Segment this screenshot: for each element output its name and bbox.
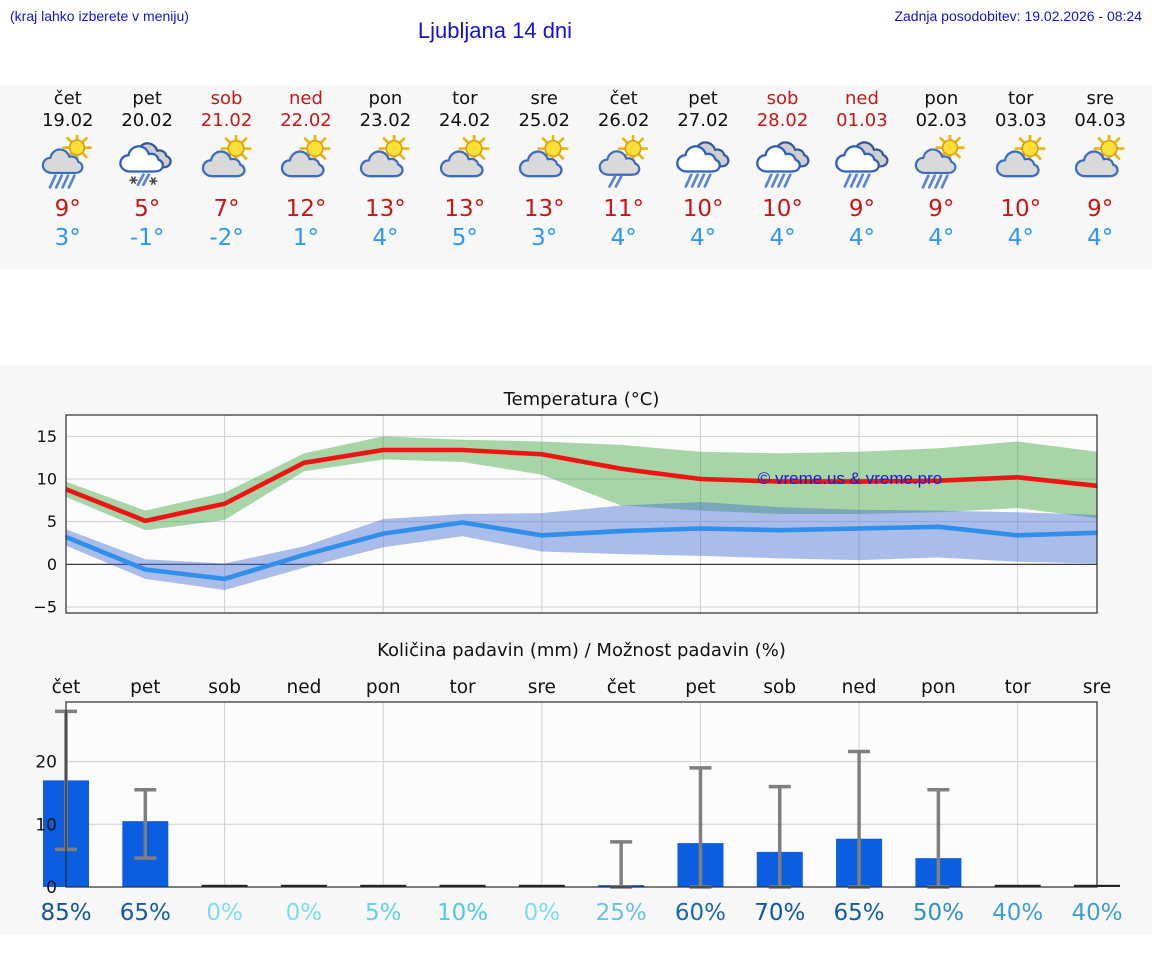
day-tmax: 9° [1087,196,1114,222]
day-name: sre [1086,88,1114,109]
day-tmax: 10° [762,196,803,222]
day-date: 01.03 [836,110,888,131]
precip-day-label: pet [130,677,161,698]
day-date: 20.02 [121,110,173,131]
day-column[interactable] [266,88,345,253]
day-date: 02.03 [915,110,968,131]
precip-day-label: pon [365,677,401,698]
day-icon-cell [107,132,186,194]
day-tmin: 4° [769,225,796,251]
day-icon-cell [743,132,822,194]
day-tmax: 7° [213,196,240,222]
weather-icon-partly [198,135,256,191]
day-tmax: 9° [54,196,81,222]
day-tmin: 4° [610,225,637,251]
precip-probability-label: 0% [206,900,243,926]
precip-ytick-label: 20 [35,752,57,773]
day-icon-cell [822,132,901,194]
temp-ytick-label: −5 [33,597,57,617]
day-date: 26.02 [597,110,650,131]
precip-day-label: čet [606,677,636,698]
day-tmin: -2° [209,225,244,251]
precip-probability-label: 70% [754,900,806,926]
day-tmax: 13° [365,196,406,222]
day-icon-cell [425,132,504,194]
precip-probability-label: 50% [912,900,964,926]
temperature-chart-title: Temperatura (°C) [503,389,660,410]
day-tmin: 3° [54,225,81,251]
day-column[interactable] [187,88,266,253]
day-name: ned [844,88,879,109]
day-icon-cell [346,132,425,194]
day-date: 23.02 [359,110,412,131]
day-column[interactable] [584,88,663,253]
temp-ytick-label: 10 [36,469,57,489]
day-tmin: 4° [848,225,875,251]
day-date: 22.02 [280,110,332,131]
precip-day-label: ned [286,677,322,698]
day-tmin: 4° [372,225,399,251]
day-name: pon [924,88,959,109]
precip-ytick-label: 10 [35,815,57,836]
day-icon-cell [981,132,1060,194]
day-name: tor [452,88,478,109]
location-hint: (kraj lahko izberete v meniju) [10,8,189,24]
day-tmax: 10° [1000,196,1042,222]
day-tmax: 12° [285,196,327,222]
day-column[interactable] [743,88,822,253]
precip-day-label: sob [208,677,241,698]
day-tmax: 9° [928,196,955,222]
precip-probability-label: 60% [674,900,727,926]
day-icon-cell [28,132,107,194]
weather-icon-sleet [118,135,176,191]
day-tmin: 4° [928,225,955,251]
weather-icon-partly [356,135,414,191]
day-icon-cell [505,132,584,194]
precip-probability-label: 0% [523,900,561,926]
charts-canvas [0,365,1152,935]
page-title: Ljubljana 14 dni [417,18,573,43]
precip-day-label: čet [51,677,81,698]
day-tmin: 5° [451,225,478,251]
day-icon-cell [1060,132,1139,194]
day-column[interactable] [1060,88,1139,253]
day-tmin: 3° [531,225,558,251]
day-tmax: 9° [848,196,875,222]
precip-probability-label: 25% [595,900,647,926]
weather-icon-partly [277,135,335,191]
day-column[interactable] [981,88,1060,253]
precip-probability-label: 10% [436,900,489,926]
day-tmin: -1° [129,225,165,251]
weather-icon-rain [674,135,732,191]
day-name: sob [766,88,799,109]
precip-probability-label: 65% [833,900,885,926]
day-tmin: 4° [690,225,717,251]
last-updated: Zadnja posodobitev: 19.02.2026 - 08:24 [894,8,1142,24]
weather-icon-partly [1071,135,1129,191]
weather-icon-partly [515,135,573,191]
weather-icon-rain-sun [912,135,970,191]
day-name: pon [368,88,403,109]
weather-icon-rain [833,135,891,191]
temp-ytick-label: 5 [46,512,57,532]
precip-day-label: sre [1082,677,1112,698]
day-date: 24.02 [439,110,491,131]
day-icon-cell [187,132,266,194]
day-tmax: 5° [134,196,161,222]
day-column[interactable] [28,88,107,253]
day-column[interactable] [663,88,742,253]
day-date: 19.02 [41,110,94,131]
day-tmax: 13° [444,196,486,222]
day-tmin: 4° [1087,225,1114,251]
weather-icon-rain-sun [39,135,97,191]
day-date: 25.02 [518,110,570,131]
forecast-strip [0,85,1152,269]
day-tmax: 13° [523,196,565,222]
precip-day-label: pon [920,677,956,698]
day-date: 04.03 [1074,110,1126,131]
day-name: pet [132,88,162,109]
day-tmax: 10° [682,196,724,222]
precip-day-label: ned [841,677,877,698]
weather-icon-rain [754,135,812,191]
precip-probability-label: 65% [119,900,171,926]
day-column[interactable] [346,88,425,253]
day-name: sob [210,88,243,109]
weather-icon-partly [436,135,494,191]
day-tmax: 11° [603,196,645,222]
precip-chart-title: Količina padavin (mm) / Možnost padavin (%) [377,640,786,661]
day-icon-cell [663,132,742,194]
precip-day-label: sob [763,677,797,698]
precip-day-label: sre [527,677,556,698]
day-name: pet [688,88,718,109]
precip-day-label: pet [685,677,716,698]
weather-icon-light-rain-sun [595,135,653,191]
day-icon-cell [584,132,663,194]
day-column[interactable] [425,88,504,253]
day-name: tor [1008,88,1034,109]
precip-day-label: tor [1004,677,1031,698]
precip-probability-label: 40% [1071,900,1123,926]
day-name: ned [289,88,323,109]
day-icon-cell [266,132,345,194]
weather-icon-partly [992,135,1050,191]
precip-ytick-label: 0 [46,878,57,898]
precip-probability-label: 40% [992,900,1044,926]
day-date: 21.02 [200,110,253,131]
day-tmin: 1° [292,225,320,251]
day-column[interactable] [902,88,981,253]
precip-probability-label: 5% [364,900,402,926]
day-column[interactable] [505,88,584,253]
watermark-text: © vreme.us & vreme.pro [757,469,943,488]
day-column[interactable] [822,88,901,253]
day-date: 03.03 [995,110,1047,131]
precip-day-label: tor [449,677,476,698]
temp-ytick-label: 0 [46,554,57,574]
precip-probability-label: 0% [285,900,323,926]
day-date: 27.02 [677,110,729,131]
temp-ytick-label: 15 [36,426,57,446]
day-name: sre [530,88,558,109]
day-column[interactable] [107,88,186,253]
day-tmin: 4° [1007,225,1034,251]
day-date: 28.02 [756,110,809,131]
precip-probability-label: 85% [40,900,92,926]
day-name: čet [53,88,82,109]
day-name: čet [609,88,638,109]
day-icon-cell [902,132,981,194]
